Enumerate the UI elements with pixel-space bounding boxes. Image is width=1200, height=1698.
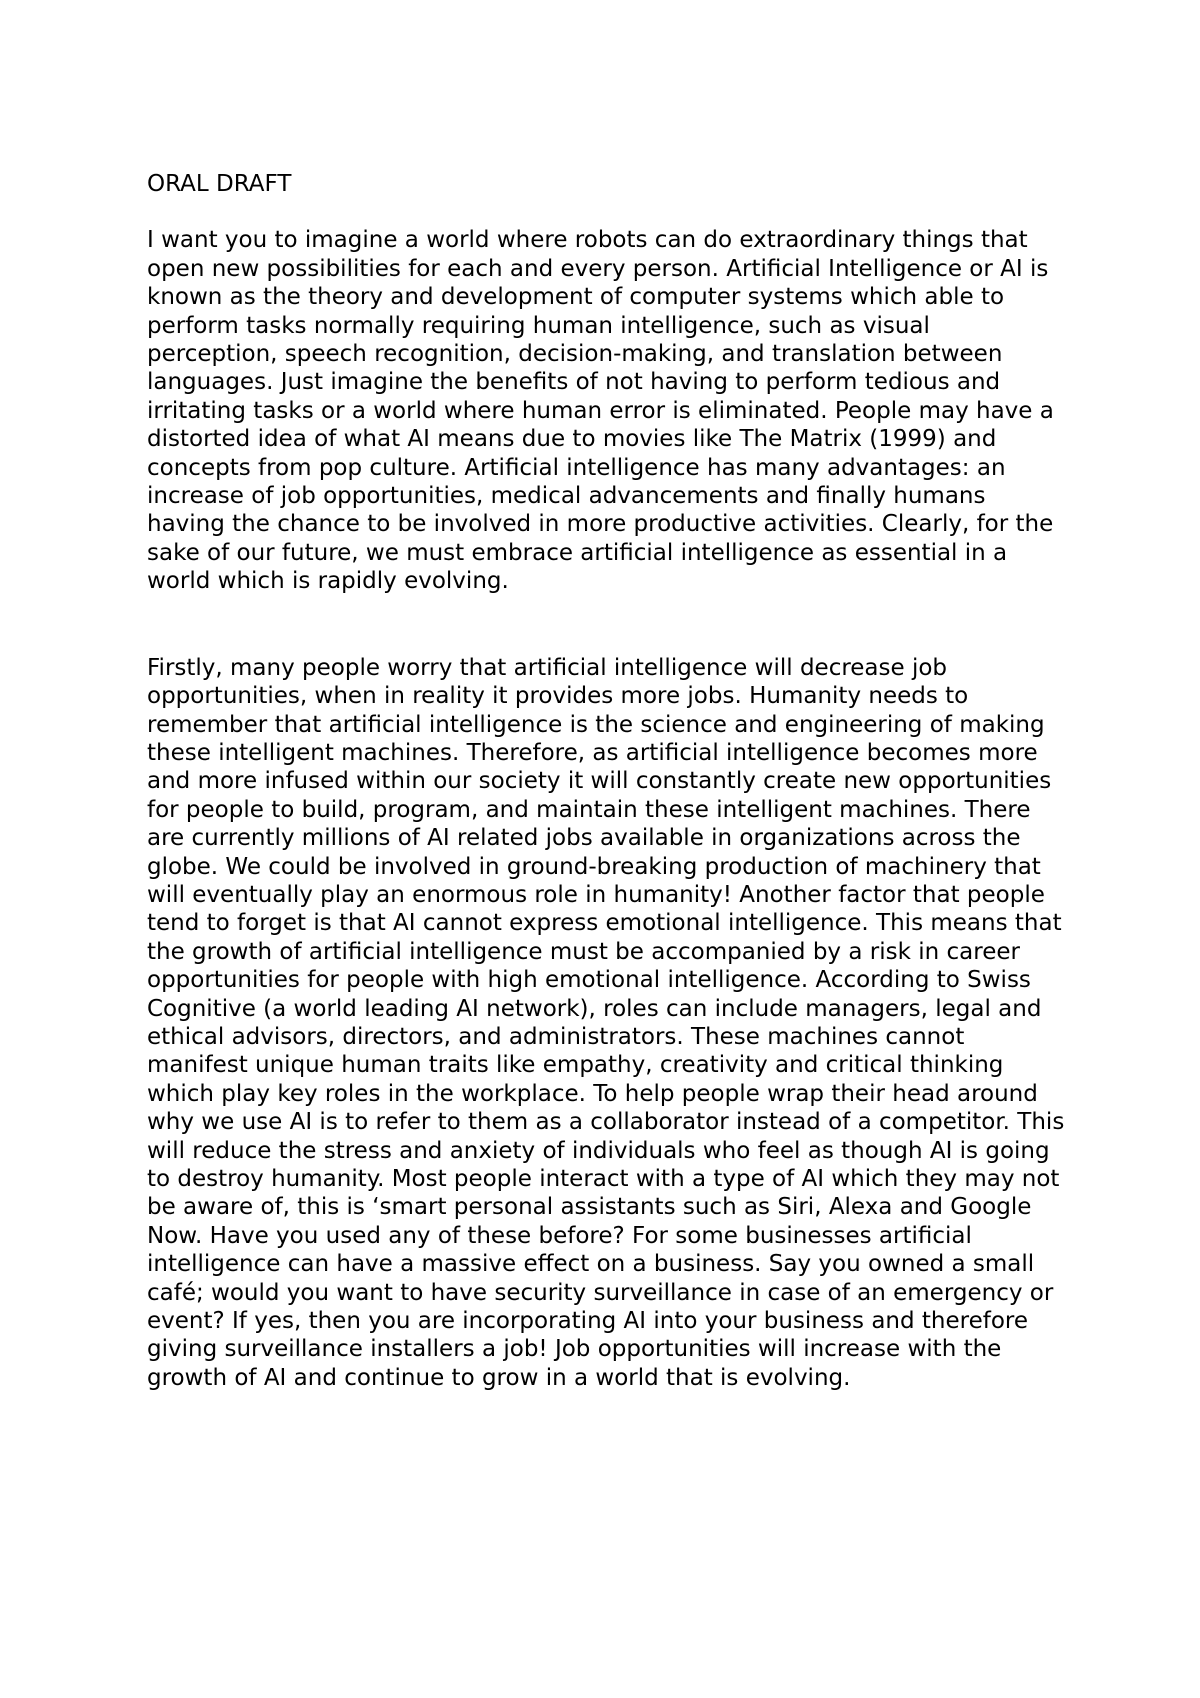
- document-body: [147, 170, 1067, 1392]
- document-title: ORAL DRAFT: [147, 171, 292, 197]
- paragraph-introduction: I want you to imagine a world where robots can do extraordinary things that open new possibilities for each and every person. Artificial Intelligence or AI is known as the theory and development of computer systems which able to perform tasks normally requiring human intelligence, such as visual perception, speech recognition, decision-making, and translation between languages. Just imagine the benefits of not having to perform tedious and irritating tasks or a world where human error is eliminated. People may have a distorted idea of what AI means due to movies like The Matrix (1999) and concepts from pop culture. Artificial intelligence has many advantages: an increase of job opportunities, medical advancements and finally humans having the chance to be involved in more productive activities. Clearly, for the sake of our future, we must embrace artificial intelligence as essential in a world which is rapidly evolving.: [147, 227, 1054, 595]
- paragraph-job-opportunities: Firstly, many people worry that artificial intelligence will decrease job opportunities, when in reality it provides more jobs. Humanity needs to remember that artificial intelligence is the science and engineering of making these intelligent machines. Therefore, as artificial intelligence becomes more and more infused within our society it will constantly create new opportunities for people to build, program, and maintain these intelligent machines. There are currently millions of AI related jobs available in organizations across the globe. We could be involved in ground-breaking production of machinery that will eventually play an enormous role in humanity! Another factor that people tend to forget is that AI cannot express emotional intelligence. This means that the growth of artificial intelligence must be accompanied by a risk in career opportunities for people with high emotional intelligence. According to Swiss Cognitive (a world leading AI network), roles can include managers, legal and ethical advisors, directors, and administrators. These machines cannot manifest unique human traits like empathy, creativity and critical thinking which play key roles in the workplace. To help people wrap their head around why we use AI is to refer to them as a collaborator instead of a competitor. This will reduce the stress and anxiety of individuals who feel as though AI is going to destroy humanity. Most people interact with a type of AI which they may not be aware of, this is ‘smart personal assistants such as Siri, Alexa and Google Now. Have you used any of these before? For some businesses artificial intelligence can have a massive effect on a business. Say you owned a small café; would you want to have security surveillance in case of an emergency or event? If yes, then you are incorporating AI into your business and therefore giving surveillance installers a job! Job opportunities will increase with the growth of AI and continue to grow in a world that is evolving.: [147, 654, 1065, 1391]
